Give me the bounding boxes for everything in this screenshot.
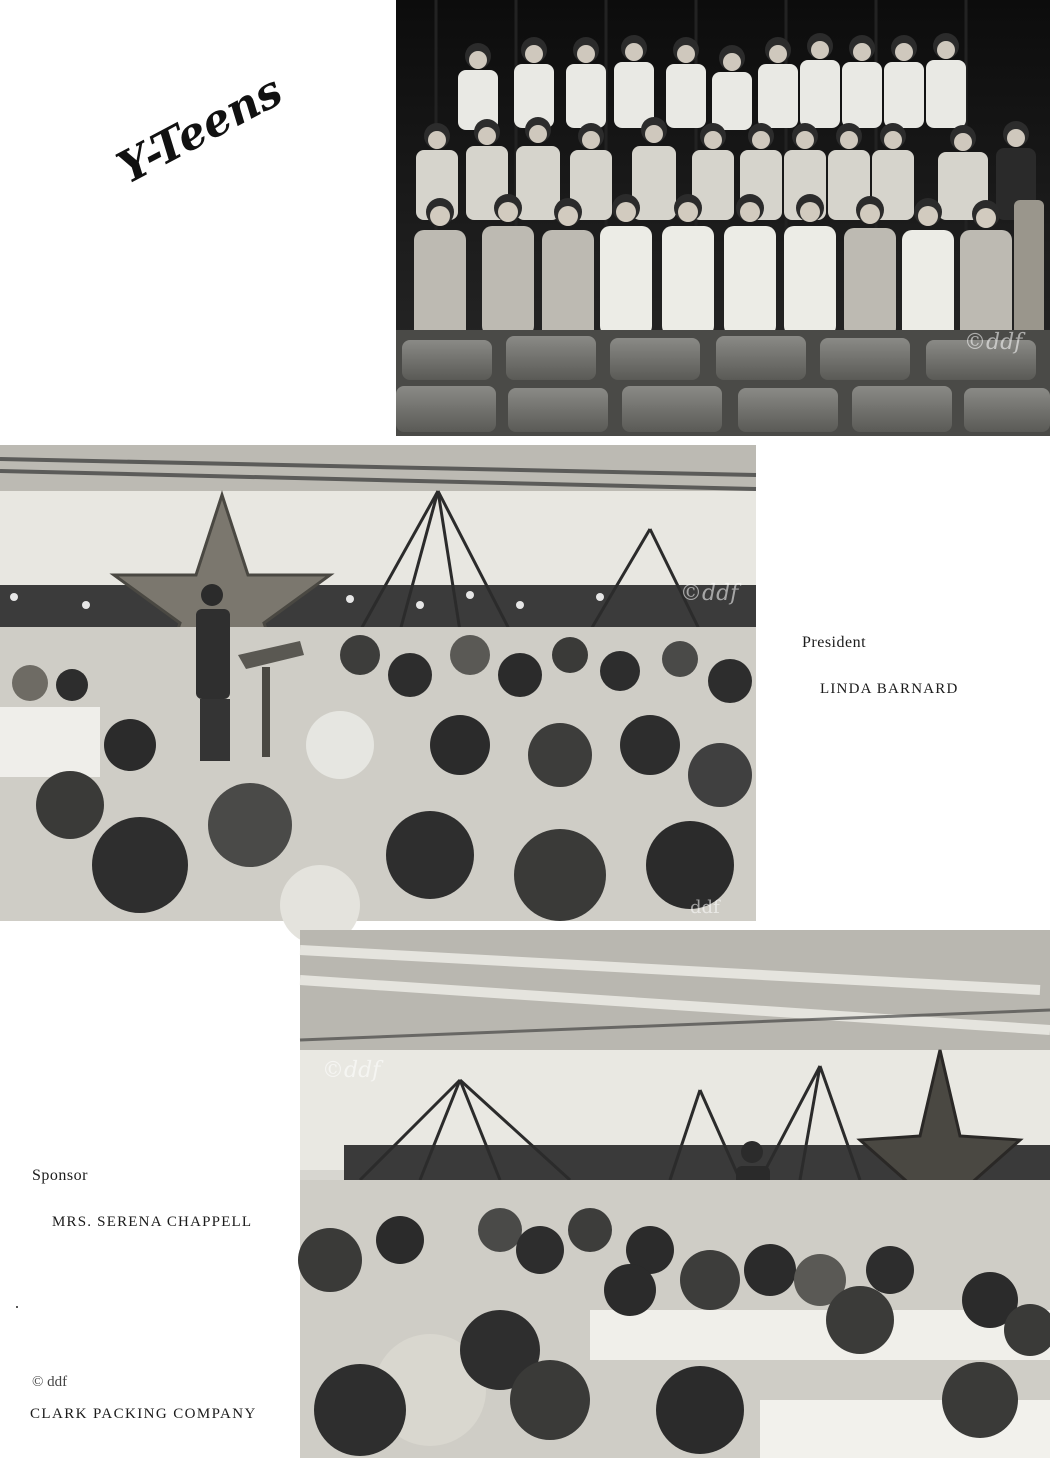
- page-title: [96, 60, 291, 195]
- print-speck: [16, 1306, 18, 1308]
- copyright-notice: © ddf: [32, 1374, 68, 1390]
- banquet-photo-president: [0, 445, 756, 921]
- sponsor-name: MRS. SERENA CHAPPELL: [52, 1214, 253, 1230]
- photo-watermark: ©ddf: [680, 581, 739, 606]
- president-label: President: [802, 634, 867, 651]
- advertiser-credit: CLARK PACKING COMPANY: [30, 1406, 257, 1422]
- sponsor-label: Sponsor: [32, 1167, 88, 1184]
- photo-watermark-secondary: ddf: [690, 897, 720, 918]
- photo-watermark: ©ddf: [964, 330, 1023, 355]
- president-name: LINDA BARNARD: [820, 681, 959, 697]
- group-photo: [396, 0, 1050, 436]
- banquet-photo-sponsor: [300, 930, 1050, 1458]
- page-title-text: Y-Teens: [109, 65, 291, 195]
- photo-watermark: ©ddf: [322, 1058, 381, 1083]
